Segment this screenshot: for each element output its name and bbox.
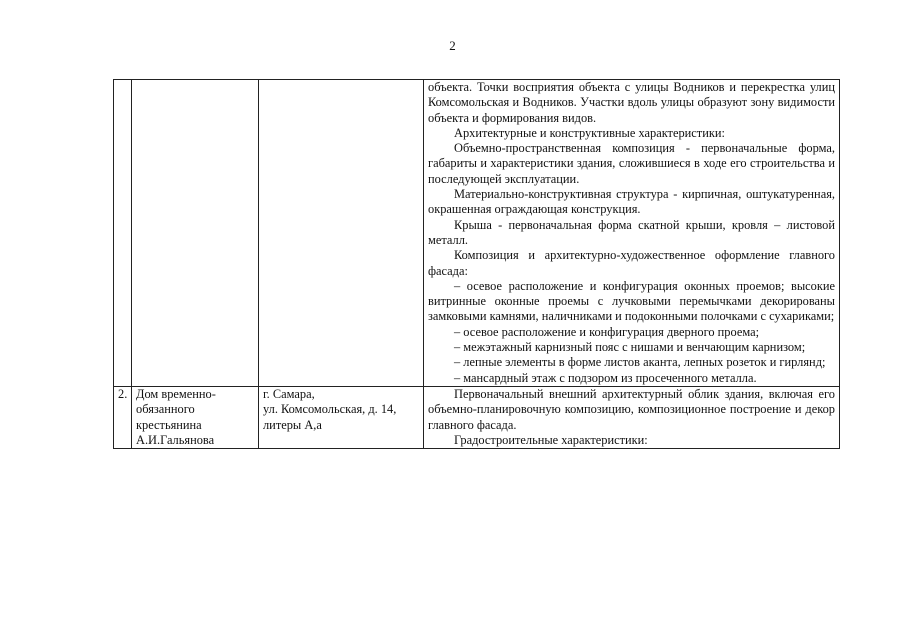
cell-address [259,386,424,448]
objects-table [113,79,840,449]
table-row-object-2 [114,386,840,448]
paragraph-cornice-belt: – межэтажный карнизный пояс с нишами и венчающим карнизом; [454,340,806,355]
cell-number-empty [114,80,132,387]
object-name-line: обязанного [136,402,195,417]
object-name-line: крестьянина [136,417,202,432]
paragraph-material-structure: Материально-конструктивная структура - кирпичная, оштукатуренная, окрашенная ограждающая конструкция. [428,187,835,217]
cell-number: 2. [114,386,132,448]
page-number: 2 [449,38,456,53]
object-name-line: Дом временно- [136,386,216,401]
cell-subject-protection [424,386,840,448]
paragraph-facade-heading: Композиция и архитектурно-художественное оформление главного фасада: [428,248,835,278]
address-line: г. Самара, [263,386,315,401]
paragraph-visibility: объекта. Точки восприятия объекта с улицы Водников и перекрестка улиц Комсомольская и Водников. Участки вдоль улицы образуют зону видимости объекта и формирования видов. [428,80,835,125]
cell-object-name [132,386,259,448]
paragraph-door-opening: – осевое расположение и конфигурация дверного проема; [454,324,760,339]
paragraph-arch-heading: Архитектурные и конструктивные характеристики: [454,125,725,140]
cell-description [424,80,840,387]
paragraph-roof: Крыша - первоначальная форма скатной крыши, кровля – листовой металл. [428,217,835,247]
table-row-continuation [114,80,840,387]
cell-name-empty [132,80,259,387]
address-line: литеры А,а [263,417,322,432]
address-line: ул. Комсомольская, д. 14, [263,402,397,417]
paragraph-external-appearance: Первоначальный внешний архитектурный облик здания, включая его объемно-планировочную композицию, композиционное построение и декор главного фасада. [428,386,835,432]
paragraph-mansard: – мансардный этаж с подзором из просеченного металла. [454,370,757,385]
cell-address-empty [259,80,424,387]
paragraph-window-openings: – осевое расположение и конфигурация оконных проемов; высокие витринные оконные проемы с лучковыми перемычками декорированы замковыми камнями, наличниками и подоконными полочками с сухариками; [428,278,835,324]
object-name-line: А.И.Гальянова [136,432,215,447]
paragraph-stucco-elements: – лепные элементы в форме листов аканта, лепных розеток и гирлянд; [454,355,826,370]
paragraph-volume-composition: Объемно-пространственная композиция - первоначальные форма, габариты и характеристики здания, сложившиеся в ходе его строительства и последующей эксплуатации. [428,141,835,186]
paragraph-urban-heading: Градостроительные характеристики: [454,432,648,447]
